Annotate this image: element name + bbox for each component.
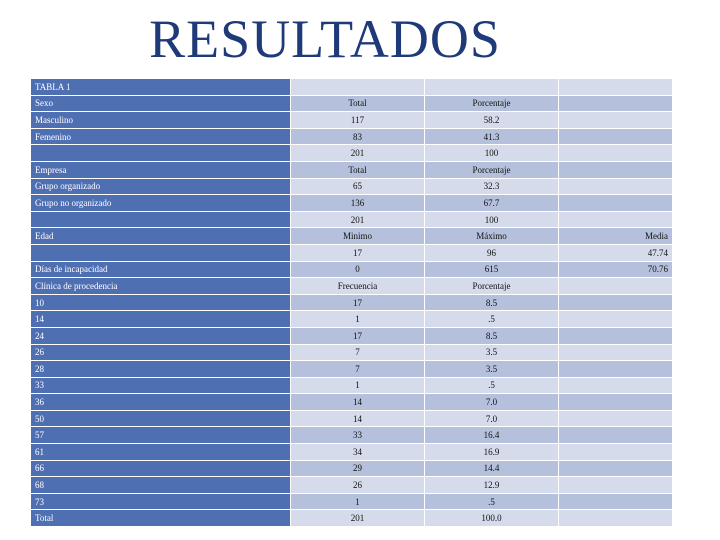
table-cell [559,79,673,96]
table-row [31,278,673,295]
row-label-cell: 68 [31,477,291,494]
table-cell: 117 [291,112,425,129]
table-cell: 7.0 [425,394,559,411]
row-label-cell: 26 [31,344,291,361]
table-row [31,493,673,510]
table-cell [559,410,673,427]
page-title: RESULTADOS [149,9,501,69]
row-label-cell: Grupo no organizado [31,195,291,212]
table-cell [559,161,673,178]
table-cell: 100 [425,211,559,228]
row-label-cell: 61 [31,444,291,461]
table-cell: .5 [425,493,559,510]
table-cell: .5 [425,311,559,328]
table-cell [559,394,673,411]
row-label-cell: Clínica de procedencia [31,278,291,295]
table-row [31,178,673,195]
row-label-cell: Masculino [31,112,291,129]
results-table-body [31,79,673,527]
table-cell: 14 [291,410,425,427]
table-cell [559,112,673,129]
table-cell [425,79,559,96]
table-cell [559,427,673,444]
table-cell: 7.0 [425,410,559,427]
table-cell [559,477,673,494]
table-cell: 29 [291,460,425,477]
table-cell: 17 [291,294,425,311]
table-cell: Porcentaje [425,278,559,295]
table-cell: 96 [425,244,559,261]
table-row [31,112,673,129]
table-cell: 70.76 [559,261,673,278]
row-label-cell: 14 [31,311,291,328]
row-label-cell: 73 [31,493,291,510]
table-cell: Minimo [291,228,425,245]
table-cell [559,377,673,394]
row-label-cell: 33 [31,377,291,394]
table-row [31,95,673,112]
table-cell: Frecuencia [291,278,425,295]
table-cell [559,361,673,378]
table-cell: 1 [291,311,425,328]
table-cell: 17 [291,327,425,344]
table-cell [559,327,673,344]
table-cell: 136 [291,195,425,212]
table-cell [559,344,673,361]
table-cell: 65 [291,178,425,195]
table-row [31,211,673,228]
table-cell: 100.0 [425,510,559,527]
table-cell: 100 [425,145,559,162]
table-cell: Porcentaje [425,161,559,178]
table-cell [559,195,673,212]
table-row [31,344,673,361]
table-cell: 3.5 [425,344,559,361]
table-cell [559,311,673,328]
table-row [31,460,673,477]
table-row [31,394,673,411]
table-cell: 8.5 [425,327,559,344]
table-row [31,294,673,311]
table-cell [559,460,673,477]
table-cell [559,493,673,510]
table-row [31,510,673,527]
table-cell: Máximo [425,228,559,245]
table-cell [559,278,673,295]
table-cell [291,79,425,96]
row-label-cell: 28 [31,361,291,378]
table-row [31,228,673,245]
table-row [31,311,673,328]
table-cell: 8.5 [425,294,559,311]
row-label-cell: Femenino [31,128,291,145]
table-cell: 16.9 [425,444,559,461]
row-label-cell: Grupo organizado [31,178,291,195]
table-row [31,427,673,444]
table-cell: 12.9 [425,477,559,494]
table-row [31,327,673,344]
row-label-cell: Edad [31,228,291,245]
table-cell: 41.3 [425,128,559,145]
table-row [31,410,673,427]
row-label-cell: 57 [31,427,291,444]
table-cell: Total [291,95,425,112]
row-label-cell [31,244,291,261]
table-row [31,145,673,162]
table-cell: 615 [425,261,559,278]
table-cell [559,510,673,527]
table-cell: Porcentaje [425,95,559,112]
table-cell: 201 [291,510,425,527]
table-cell [559,178,673,195]
table-cell: 7 [291,361,425,378]
results-table [30,78,673,527]
row-label-cell: 50 [31,410,291,427]
table-cell: 14.4 [425,460,559,477]
table-row [31,195,673,212]
row-label-cell: 66 [31,460,291,477]
row-label-cell: 10 [31,294,291,311]
table-row [31,244,673,261]
table-cell: 17 [291,244,425,261]
table-row [31,261,673,278]
table-cell [559,294,673,311]
table-cell: 1 [291,493,425,510]
table-row [31,361,673,378]
row-label-cell: Días de incapacidad [31,261,291,278]
table-cell [559,128,673,145]
table-cell: 14 [291,394,425,411]
table-row [31,477,673,494]
table-cell: 58.2 [425,112,559,129]
table-cell: Media [559,228,673,245]
table-cell: 3.5 [425,361,559,378]
row-label-cell: 36 [31,394,291,411]
table-cell: 67.7 [425,195,559,212]
row-label-cell: 24 [31,327,291,344]
table-cell: .5 [425,377,559,394]
table-row [31,377,673,394]
table-cell: 32.3 [425,178,559,195]
table-cell [559,444,673,461]
table-row [31,444,673,461]
table-cell: 83 [291,128,425,145]
table-cell: 34 [291,444,425,461]
table-cell: 201 [291,145,425,162]
table-cell: 33 [291,427,425,444]
table-row [31,128,673,145]
table-cell [559,145,673,162]
row-label-cell [31,211,291,228]
table-cell: 1 [291,377,425,394]
row-label-cell [31,145,291,162]
row-label-cell: Empresa [31,161,291,178]
table-cell: 47.74 [559,244,673,261]
table-caption-row [31,79,673,96]
table-row [31,161,673,178]
table-cell: 26 [291,477,425,494]
table-cell: 0 [291,261,425,278]
table-cell [559,211,673,228]
row-label-cell: Total [31,510,291,527]
table-cell [559,95,673,112]
row-label-cell: TABLA 1 [31,79,291,96]
table-cell: 201 [291,211,425,228]
table-cell: 16.4 [425,427,559,444]
row-label-cell: Sexo [31,95,291,112]
table-cell: 7 [291,344,425,361]
table-cell: Total [291,161,425,178]
